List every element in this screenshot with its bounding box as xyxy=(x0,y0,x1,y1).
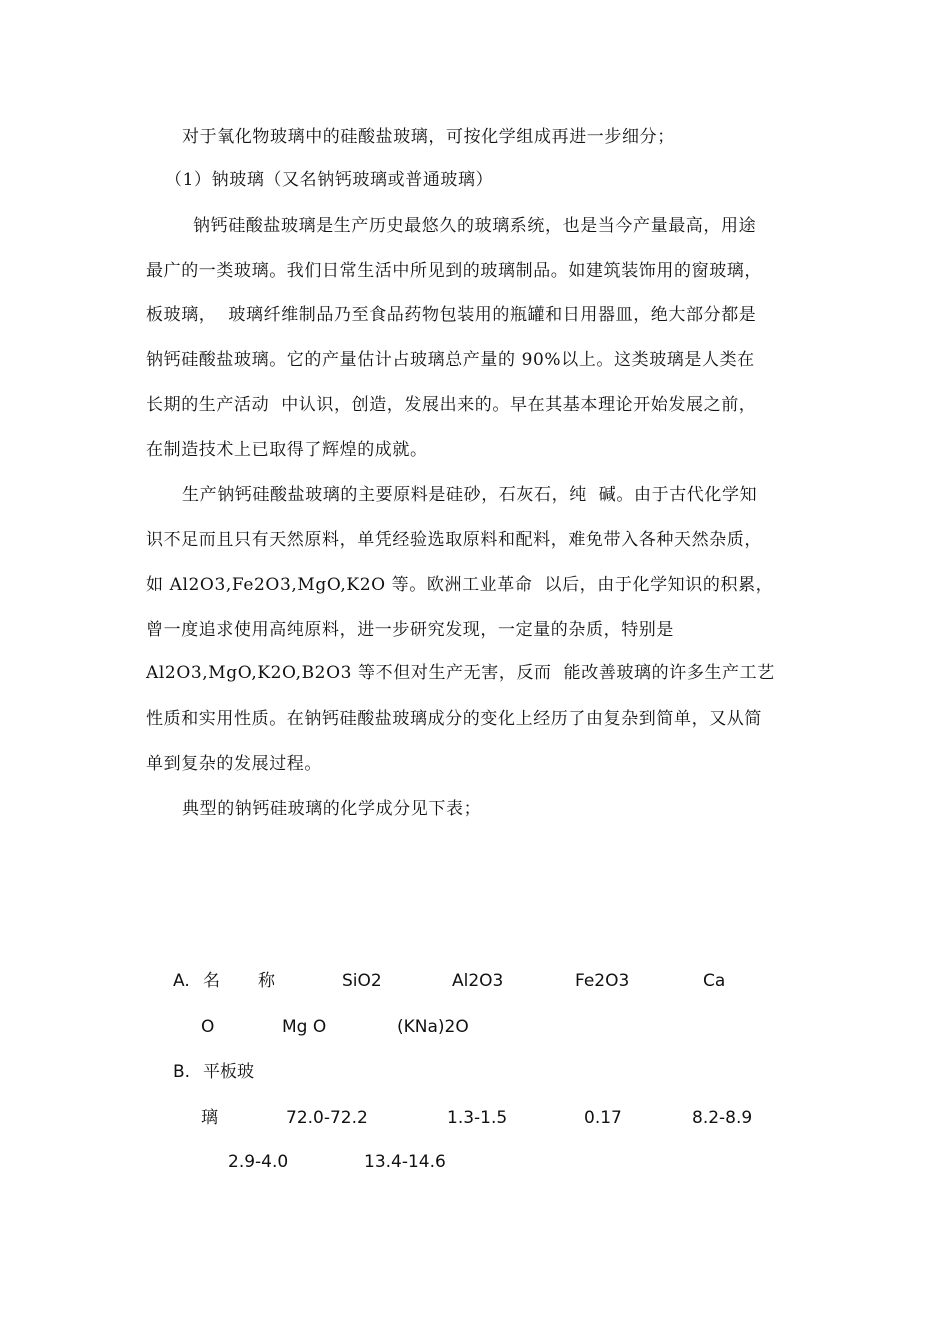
paragraph-line: 钠钙硅酸盐玻璃是生产历史最悠久的玻璃系统，也是当今产量最高，用途 xyxy=(193,216,757,236)
header-fe2o3: Fe2O3 xyxy=(575,971,630,991)
table-row-b-values-continued xyxy=(0,1152,446,1232)
value-sio2: 72.0-72.2 xyxy=(286,1108,368,1128)
intro-text: 对于氧化物玻璃中的硅酸盐玻璃，可按化学组成再进一步细分； xyxy=(182,127,675,147)
row-name-cont: 璃 xyxy=(201,1108,218,1128)
header-name-2: 称 xyxy=(258,971,275,991)
header-cao: Ca xyxy=(703,971,726,991)
paragraph-line: 板玻璃， 玻璃纤维制品乃至食品药物包装用的瓶罐和日用器皿，绝大部分都是 xyxy=(146,305,757,325)
paragraph-line: 如 Al2O3,Fe2O3,MgO,K2O 等。欧洲工业革命 以后，由于化学知识的积累， xyxy=(146,575,774,595)
header-kna2o: (KNa)2O xyxy=(397,1017,469,1037)
paragraph-line: Al2O3,MgO,K2O,B2O3 等不但对生产无害，反而 能改善玻璃的许多生产工艺 xyxy=(146,663,775,683)
header-mgo: Mg O xyxy=(282,1017,327,1037)
value-fe2o3: 0.17 xyxy=(584,1108,622,1128)
value-mgo: 2.9-4.0 xyxy=(228,1152,289,1172)
paragraph-line: 曾一度追求使用高纯原料，进一步研究发现，一定量的杂质，特别是 xyxy=(146,620,674,640)
table-intro: 典型的钠钙硅玻璃的化学成分见下表； xyxy=(182,799,482,819)
header-cao-cont: O xyxy=(201,1017,215,1037)
row-marker: A. xyxy=(173,971,190,991)
paragraph-line: 生产钠钙硅酸盐玻璃的主要原料是硅砂，石灰石，纯 碱。由于古代化学知 xyxy=(182,485,758,505)
value-al2o3: 1.3-1.5 xyxy=(447,1108,508,1128)
row-marker: B. xyxy=(173,1062,191,1082)
section-heading: （1）钠玻璃（又名钠钙玻璃或普通玻璃） xyxy=(165,170,494,190)
paragraph-line: 最广的一类玻璃。我们日常生活中所见到的玻璃制品。如建筑装饰用的窗玻璃， xyxy=(146,261,762,281)
header-al2o3: Al2O3 xyxy=(452,971,504,991)
paragraph-line: 性质和实用性质。在钠钙硅酸盐玻璃成分的变化上经历了由复杂到简单，又从简 xyxy=(146,709,762,729)
paragraph-line: 钠钙硅酸盐玻璃。它的产量估计占玻璃总产量的 90%以上。这类玻璃是人类在 xyxy=(146,350,755,370)
paragraph-line: 长期的生产活动 中认识，创造，发展出来的。早在其基本理论开始发展之前， xyxy=(146,395,757,415)
paragraph-line: 单到复杂的发展过程。 xyxy=(146,754,322,774)
value-kna2o: 13.4-14.6 xyxy=(364,1152,446,1172)
header-sio2: SiO2 xyxy=(342,971,382,991)
header-name-1: 名 xyxy=(203,971,220,991)
row-name: 平板玻 xyxy=(203,1062,254,1082)
paragraph-line: 在制造技术上已取得了辉煌的成就。 xyxy=(146,440,428,460)
paragraph-line: 识不足而且只有天然原料，单凭经验选取原料和配料，难免带入各种天然杂质， xyxy=(146,530,762,550)
value-cao: 8.2-8.9 xyxy=(692,1108,753,1128)
